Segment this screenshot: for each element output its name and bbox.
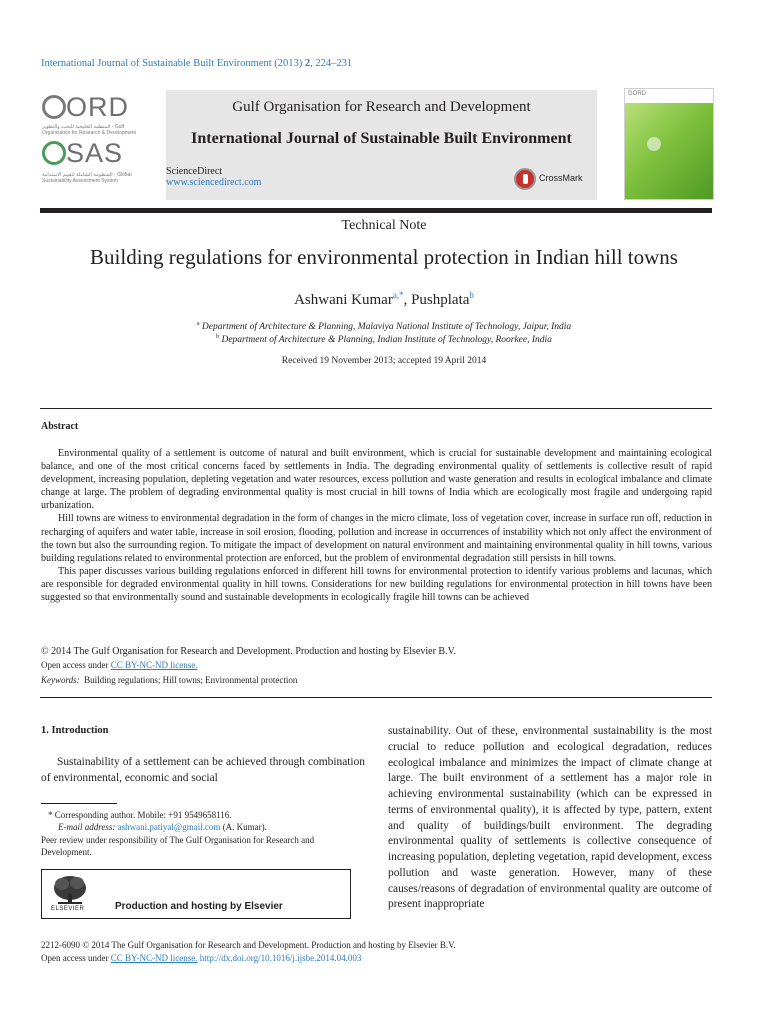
section-heading: 1. Introduction [41, 725, 109, 736]
journal-name: International Journal of Sustainable Built Environment [191, 130, 572, 147]
footnotes [41, 809, 365, 859]
abstract-bottom-rule [40, 697, 712, 698]
elsevier-hosting-label: Production and hosting by Elsevier [115, 901, 283, 912]
doi-link[interactable]: http://dx.doi.org/10.1016/j.ijsbe.2014.04.003 [199, 953, 362, 963]
abstract-paragraph: Environmental quality of a settlement is outcome of natural and built environment, which is crucial for sustainable development and maintaining ecological balance, and one of the most critical concerns faced by settlements in India. The degrading environmental quality of settlements is collective result of rapid development, increasing population, depleting vegetation and water resources, excess pollution and waste generation and results in ecological imbalance and climate change at large. The problem of degrading environmental quality is most crucial in hill towns of India which are ecologically most fragile and undergoing rapid urbanization. [41, 448, 712, 512]
footnote-rule [41, 803, 117, 804]
journal-cover-thumbnail [624, 88, 714, 200]
author-list: Ashwani Kumar$^{a,*}$, Pushplata$^b$ [294, 290, 474, 308]
elsevier-wordmark: ELSEVIER [51, 906, 85, 912]
intro-right-column: sustainability. Out of these, environmental sustainability is the most crucial to reduce pollution and ecological degradation, reduces ecological imbalance and minimizes the impact of climate change at large. The built environment of a settlement has a major role in achieving environmental sustainability (which can be expressed in terms of environmental quality), it is affected by type, pattern, extent and quality of buildings/built environment. The degrading environmental quality of settlements is collective consequence of increasing population, depleting vegetation, rapid development, excess pollution and waste generation. However, many of these causes/reasons of degradation of environmental quality are outcome of present inappropriate [388, 725, 712, 911]
crossmark-icon [514, 168, 536, 190]
email-note: E-mail address: ashwani.patiyal@gmail.com (A. Kumar). [58, 822, 267, 833]
author-name[interactable]: Pushplata [411, 292, 470, 308]
bottom-license-line: Open access under CC BY-NC-ND license. http://dx.doi.org/10.1016/j.ijsbe.2014.04.003 [41, 953, 362, 963]
issn-copyright-line: 2212-6090 © 2014 The Gulf Organisation for Research and Development. Production and hosting by Elsevier B.V. [41, 940, 456, 950]
license-link[interactable]: CC BY-NC-ND license. [110, 660, 198, 670]
cover-water-drop [647, 137, 661, 151]
keywords: Keywords: Building regulations; Hill towns; Environmental protection [41, 675, 298, 685]
gsas-logo-subtitle: المنظومة الشاملة لتقييم الاستدامة · Global Sustainability Assessment System [42, 172, 132, 184]
cover-logo-text: GORD [628, 91, 646, 97]
affiliation-a: $^a$ Department of Architecture & Planning, Malaviya National Institute of Technology, Jaipur, India [196, 321, 572, 333]
sciencedirect-label: ScienceDirect [166, 166, 223, 177]
publisher-logos [40, 92, 160, 202]
abstract-paragraph: This paper discusses various building regulations enforced in different hill towns for environmental protection to identify various problems and lacunas, which are responsible for degraded environmental quality in hill towns. Considerations for new building regulations for environmental protection in hill towns have been suggested so that environmentally sound and sustainable developments in ecologically fragile hill towns can be achieved [41, 565, 712, 604]
abstract-heading: Abstract [41, 421, 79, 432]
author-name[interactable]: Ashwani Kumar [294, 292, 393, 308]
intro-left-column: Sustainability of a settlement can be achieved through combination of environmental, economic and social [41, 756, 365, 784]
abstract-top-rule [40, 408, 712, 409]
license-link[interactable]: CC BY-NC-ND license. [110, 953, 198, 963]
journal-citation-link[interactable]: International Journal of Sustainable Built Environment (2013) 2, 224–231 [41, 58, 353, 69]
article-title: Building regulations for environmental protection in Indian hill towns [90, 245, 678, 269]
received-dates: Received 19 November 2013; accepted 19 April 2014 [281, 356, 487, 366]
gord-logo: ORD [66, 92, 130, 122]
affiliation-b: $^b$ Department of Architecture & Planning, Indian Institute of Technology, Roorkee, India [216, 334, 552, 346]
author-email-link[interactable]: ashwani.patiyal@gmail.com [117, 822, 221, 833]
corresponding-author-note: * Corresponding author. Mobile: +91 9549658116. [48, 810, 232, 820]
gsas-logo: SAS [66, 138, 124, 168]
header-divider [40, 208, 712, 213]
gord-logo-subtitle: المنظمة الخليجية للبحث والتطوير · Gulf Organisation for Research & Development [42, 124, 136, 136]
elsevier-hosting-box [41, 869, 351, 919]
organisation-name: Gulf Organisation for Research and Development [232, 99, 531, 115]
author-affiliation-link[interactable]: b [469, 290, 474, 300]
abstract-body [41, 447, 712, 604]
sciencedirect-link[interactable]: www.sciencedirect.com [166, 177, 262, 188]
cover-leaf-image [625, 103, 713, 199]
crossmark-label: CrossMark [539, 173, 583, 183]
peer-review-note: Peer review under responsibility of The Gulf Organisation for Research and Development. [41, 834, 315, 858]
abstract-paragraph: Hill towns are witness to environmental degradation in the form of changes in the micro climate, loss of vegetation cover, increase in surface run off, reduction in recharging of aquifers and water table, increase in soil erosion, flooding, pollution and increase in occurrences of instability which not only affect the environment of the town but also the surrounding region. To mitigate the impact of development on natural environment and maintaining environmental quality in hill towns, various building regulations related to environmental protection are enforced, but the problem of environmental degradation still persists in hill towns. [41, 513, 712, 564]
abstract-copyright: © 2014 The Gulf Organisation for Research and Development. Production and hosting by Elsevier B.V. [41, 646, 457, 657]
journal-header-band [166, 90, 597, 200]
article-type: Technical Note [341, 218, 427, 233]
open-access-note: Open access under CC BY-NC-ND license. [41, 660, 198, 670]
author-affiliation-link[interactable]: a,* [392, 290, 404, 300]
